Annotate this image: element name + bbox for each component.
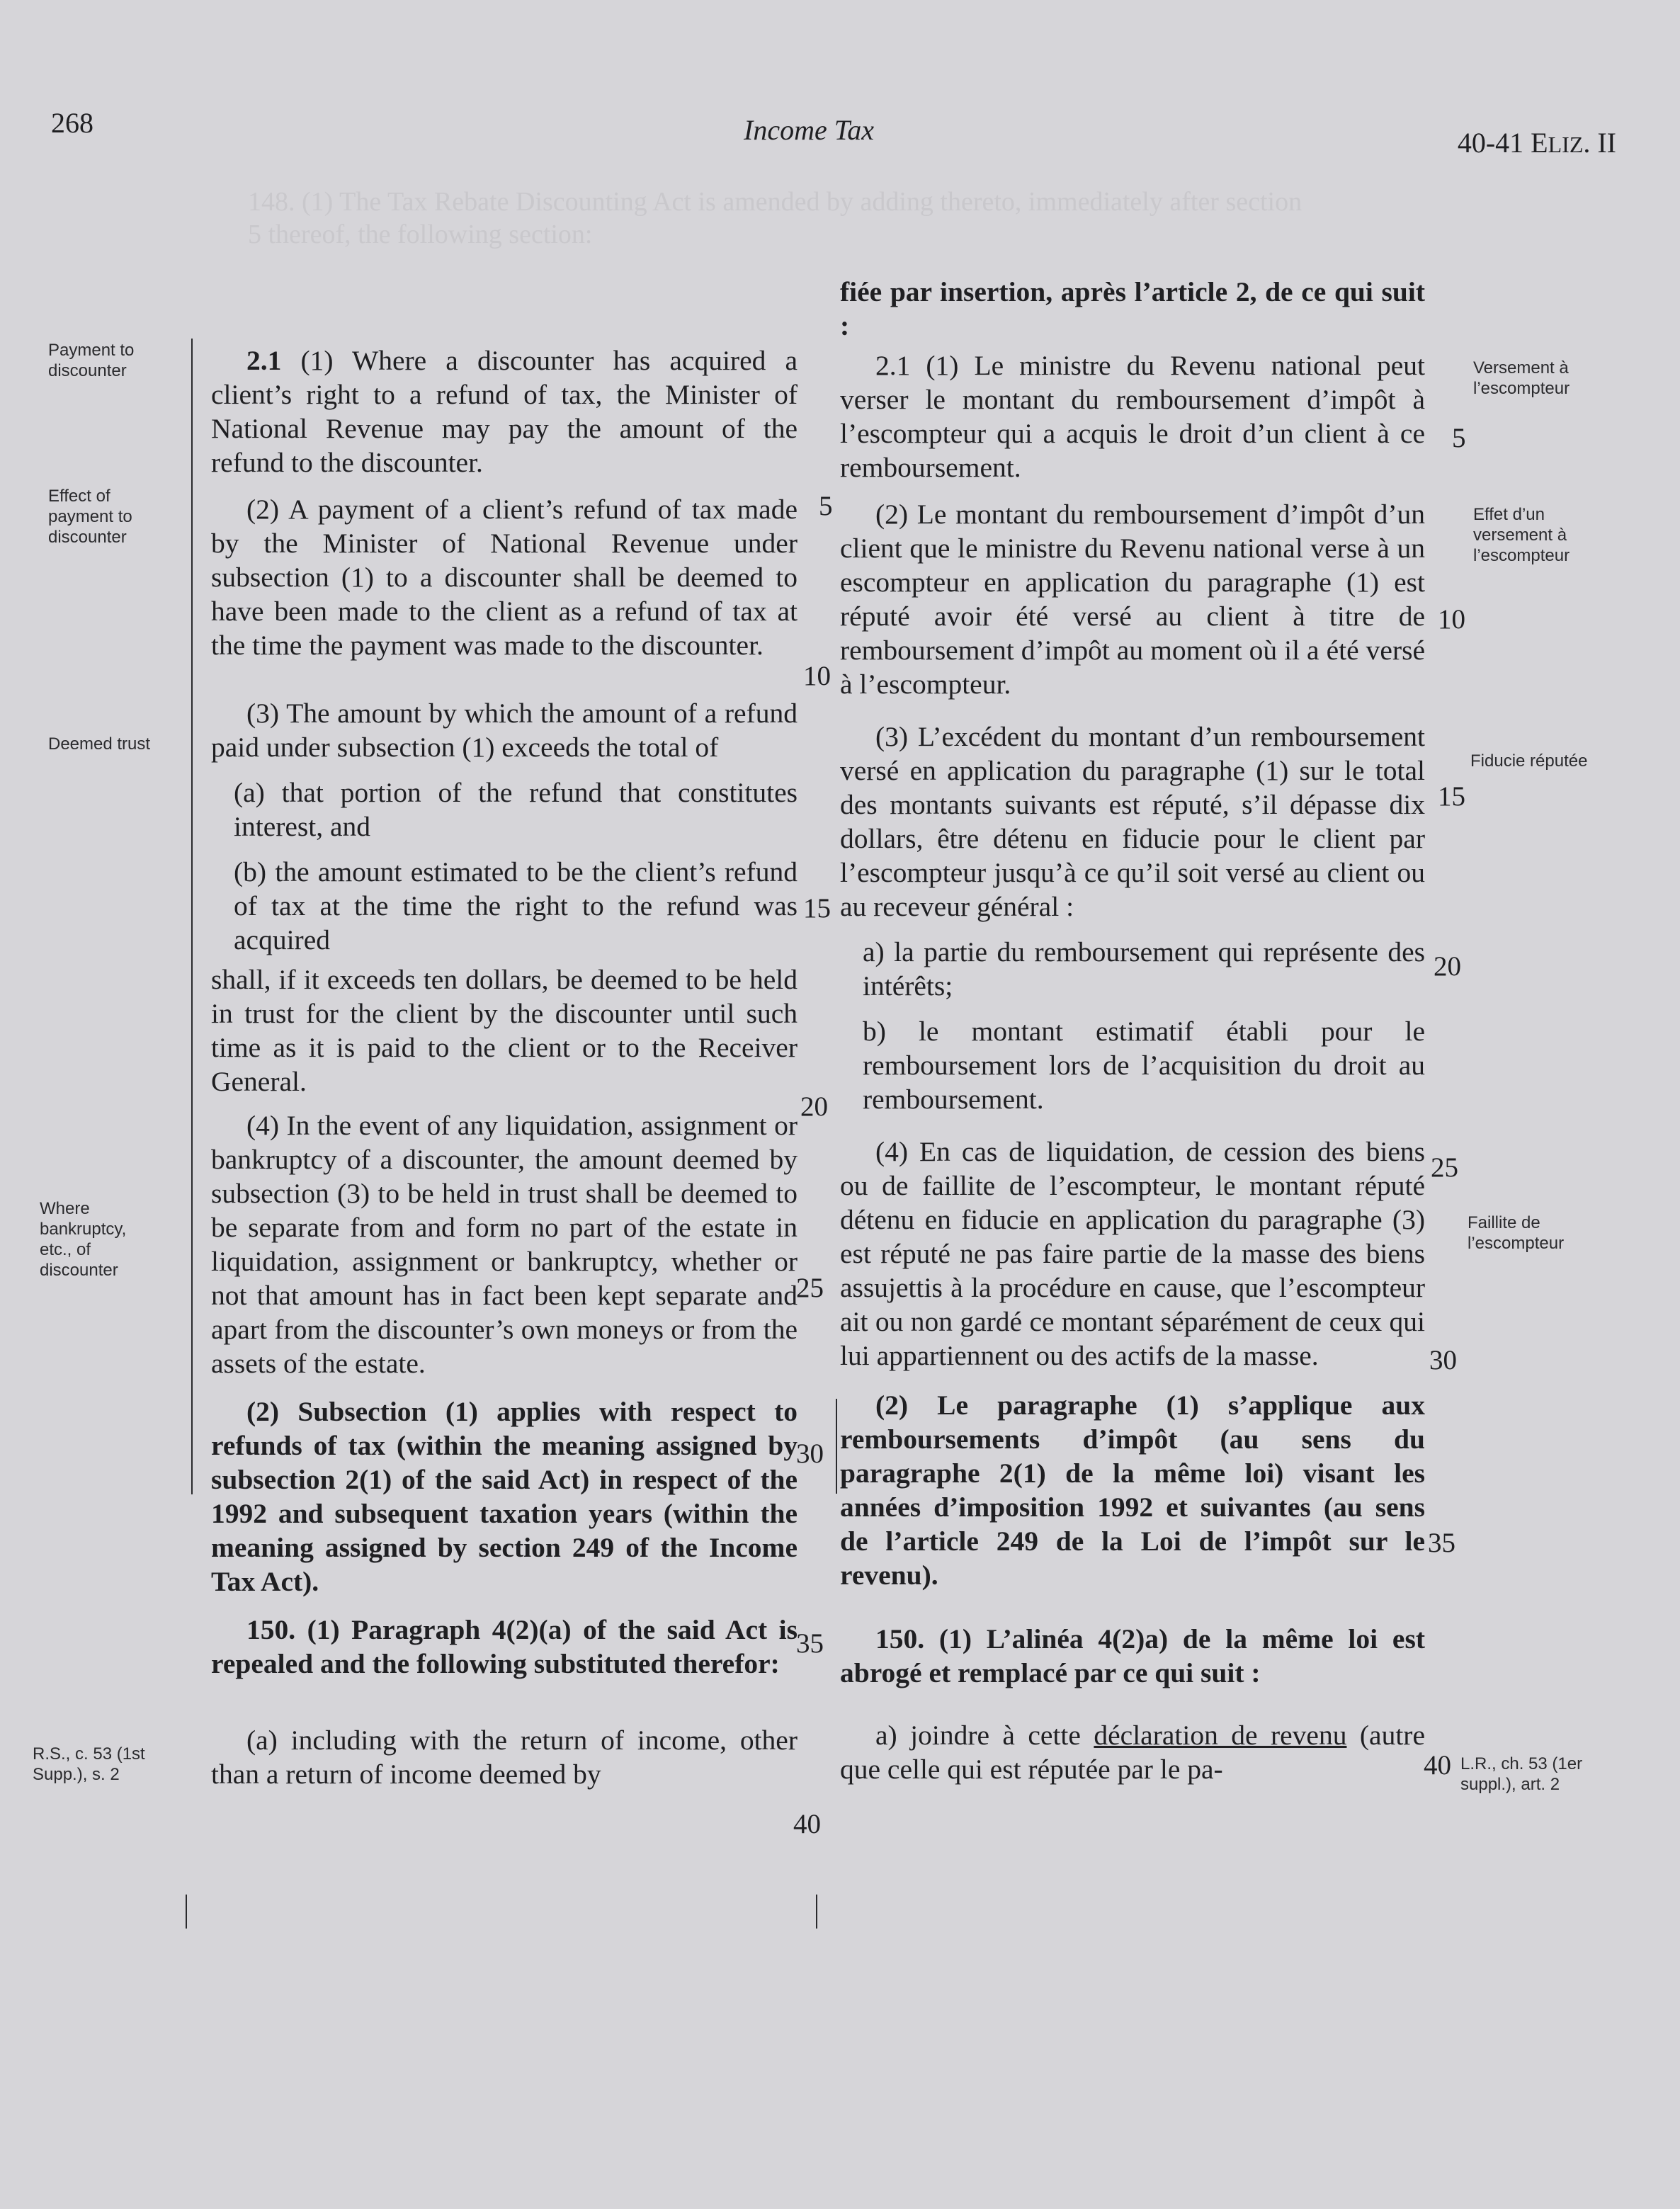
margin-note-effet: Effet d’un versement à l’escompteur [1473, 505, 1570, 565]
change-bar-left [191, 339, 193, 1494]
english-subsection-4: (4) In the event of any liquidation, assignment or bankruptcy of a discounter, the amount deemed by subsection (3) to be held in trust shall be deemed to be separate from and form no part of the estate in liquidation, assignment or bankruptcy, whether or not that amount has in fact been kept separate and apart from the discounter’s own moneys or from the assets of the estate. [211, 1110, 798, 1379]
line-number: 10 [1438, 604, 1465, 635]
running-title: Income Tax [744, 114, 875, 146]
french-intro-continuation: fiée par insertion, après l’article 2, de ce qui suit : [840, 276, 1425, 341]
french-underlined-amendment: déclaration de revenu [1094, 1720, 1347, 1751]
english-subsection-2-1-1-text: (1) Where a discounter has acquired a client’s right to a refund of tax, the Minister of National Revenue may pay the amount of the refund to the discounter. [211, 345, 798, 478]
line-number: 20 [800, 1091, 828, 1122]
french-subsection-3: (3) L’excédent du montant d’un remboursement versé en application du paragraphe (1) sur le total des montants suivants est réputé, s’il dépasse dix dollars, être détenu en fiducie pour le client par l’escompteur jusqu’à ce qu’il soit versé au client ou au receveur général : [840, 721, 1425, 922]
margin-note-rs-reference: R.S., c. 53 (1st Supp.), s. 2 [33, 1744, 145, 1784]
line-number: 25 [796, 1273, 824, 1303]
volume-reference: 40-41 ELIZ. II [1457, 127, 1616, 159]
line-number: 35 [1428, 1528, 1455, 1558]
margin-note-versement: Versement à l’escompteur [1473, 358, 1570, 398]
line-number: 10 [803, 661, 831, 691]
french-section-150: 150. (1) L’alinéa 4(2)a) de la même loi est abrogé et remplacé par ce qui suit : [840, 1623, 1425, 1688]
margin-note-faillite: Faillite de l’escompteur [1468, 1213, 1565, 1253]
margin-note-effect-of-payment: Effect of payment to discounter [48, 487, 132, 547]
english-subsection-2: (2) A payment of a client’s refund of tax made by the Minister of National Revenue under subsection (1) to a discounter shall be deemed to have been made to the client as a refund of tax at the time the payment was made to the discounter. [211, 494, 798, 661]
english-coming-into-force: (2) Subsection (1) applies with respect to refunds of tax (within the meaning assigned by subsection 2(1) of the said Act) in respect of the 1992 and subsequent taxation years (within the meaning assigned by section 249 of the Income Tax Act). [211, 1396, 798, 1597]
line-number: 30 [1429, 1345, 1457, 1375]
french-subsection-2-1-1: 2.1 (1) Le ministre du Revenu national peut verser le montant du remboursement d’impôt à l’escompteur qui a acquis le droit d’un client à ce remboursement. [840, 350, 1425, 483]
english-subsection-2-1-1 [211, 343, 798, 479]
margin-note-fiducie: Fiducie réputée [1470, 751, 1588, 771]
bleed-through-line: 148. (1) The Tax Rebate Discounting Act is amended by adding thereto, immediately after section [248, 187, 1302, 217]
margin-note-deemed-trust: Deemed trust [48, 734, 151, 754]
bleed-through-text [248, 186, 1558, 251]
french-paragraph-b: b) le montant estimatif établi pour le remboursement lors de l’acquisition du droit au remboursement. [863, 1016, 1425, 1115]
margin-note-where-bankruptcy: Where bankruptcy, etc., of discounter [40, 1199, 127, 1280]
french-paragraph-a: a) la partie du remboursement qui représente des intérêts; [863, 936, 1425, 1001]
english-paragraph-a: (a) that portion of the refund that constitutes interest, and [234, 777, 798, 842]
line-number: 5 [1452, 423, 1466, 453]
line-number: 20 [1434, 951, 1461, 982]
english-subsection-3-conclusion: shall, if it exceeds ten dollars, be deemed to be held in trust for the client by the discounter until such time as it is paid to the client or to the Receiver General. [211, 964, 798, 1097]
bleed-through-line: 5 thereof, the following section: [248, 220, 593, 249]
french-subsection-2: (2) Le montant du remboursement d’impôt d’un client que le ministre du Revenu national verse à un escompteur en application du paragraphe (1) est réputé avoir été versé au client à titre de remboursement d’impôt au moment où il a été versé à l’escompteur. [840, 499, 1425, 700]
change-bar-center-bottom [816, 1895, 817, 1929]
section-number: 2.1 [246, 345, 282, 376]
change-bar-left-bottom [186, 1895, 187, 1929]
french-paragraph-a-text: a) joindre à cette [875, 1720, 1094, 1751]
line-number: 40 [793, 1809, 821, 1839]
french-column [840, 275, 1425, 1786]
margin-note-lr-reference: L.R., ch. 53 (1er suppl.), art. 2 [1460, 1754, 1583, 1794]
line-number: 40 [1424, 1750, 1451, 1781]
french-coming-into-force: (2) Le paragraphe (1) s’applique aux remboursements d’impôt (au sens du paragraphe 2(1) de la même loi) visant les années d’imposition 1992 et suivantes (au sens de l’article 249 de la Loi de l’impôt sur le revenu). [840, 1390, 1425, 1591]
english-subsection-3: (3) The amount by which the amount of a refund paid under subsection (1) exceeds the total of [211, 698, 798, 763]
french-paragraph-a-text-end: (autre que celle qui est réputée par le pa- [840, 1720, 1425, 1785]
line-number: 15 [1438, 781, 1465, 812]
english-section-150: 150. (1) Paragraph 4(2)(a) of the said Act is repealed and the following substituted therefor: [211, 1614, 798, 1679]
line-number: 35 [796, 1628, 824, 1659]
line-number: 5 [819, 491, 833, 521]
line-number: 15 [803, 893, 831, 924]
margin-note-payment-to-discounter: Payment to discounter [48, 341, 135, 380]
change-bar-center [836, 1399, 837, 1494]
french-subsection-4: (4) En cas de liquidation, de cession des biens ou de faillite de l’escompteur, le montant réputé détenu en fiducie en application du paragraphe (3) est réputé ne pas faire partie de la masse des biens assujettis à la procédure en cause, que l’escompteur ait ou non gardé ce montant séparément de ceux qui lui appartiennent ou des actifs de la masse. [840, 1136, 1425, 1371]
line-number: 25 [1431, 1152, 1458, 1183]
english-paragraph-a-new: (a) including with the return of income, other than a return of income deemed by [211, 1725, 798, 1790]
english-column-top [211, 343, 798, 1791]
page-number: 268 [51, 107, 93, 139]
french-paragraph-a-new [840, 1718, 1425, 1786]
line-number: 30 [796, 1438, 824, 1469]
english-paragraph-b: (b) the amount estimated to be the client’s refund of tax at the time the right to the refund was acquired [234, 856, 798, 955]
